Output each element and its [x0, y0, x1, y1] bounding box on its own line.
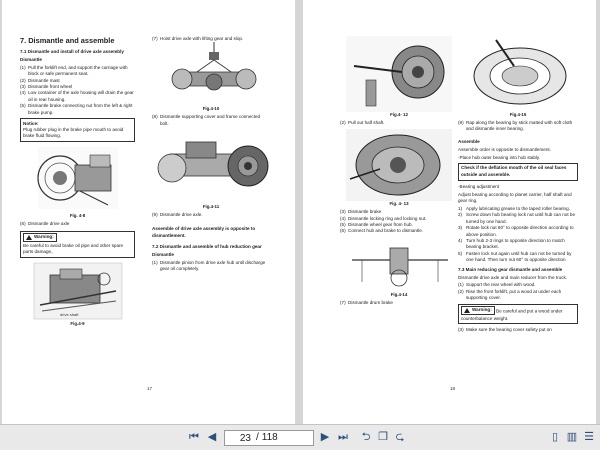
step-8: (8) Rap along the bearing by stick matted with soft cloth and dismantle inner bearing. [458, 119, 573, 132]
adjust-text: Adjust bearing according to planet carrier, half shaft and gear ring. [458, 191, 572, 204]
page-number: 17 [147, 386, 153, 391]
figure-4-15 [458, 36, 578, 112]
reducer-steps [458, 282, 578, 301]
section-heading: 7. Dismantle and assemble [20, 36, 115, 45]
adjustment-step: 5) Fasten lock nut again until hub can not be turned by one hand. Then turn nut 60° to opposite direction [458, 250, 572, 263]
bearing-adjustment-label: ·Bearing adjustment [458, 183, 500, 189]
dismantle-label: Dismantle [20, 56, 42, 62]
dismantle-step: (2) Dismantle mast [20, 77, 60, 83]
left-page-column-2 [152, 36, 270, 273]
sub-heading: 7.1 Dismantle and install of drive axle assembly [20, 49, 124, 54]
notice-title: Notice: [23, 120, 39, 126]
figure-caption: Fig. 4-8 [69, 213, 86, 219]
figure-4-11 [152, 130, 270, 204]
assemble-label: Assemble [458, 138, 480, 144]
dismantle-step: (1) Pull the forklift end, and support the carriage with block or safe permanent seat. [20, 64, 128, 77]
notice-box [20, 118, 135, 142]
reducer-step: (1) Support the rear wheel with wood. [458, 282, 536, 288]
figure-caption: Fig.4-10 [202, 106, 220, 112]
total-pages: 118 [261, 432, 278, 443]
dismantle-label: Dismantle [152, 252, 174, 258]
scroll-icon[interactable]: ☰ [584, 431, 594, 443]
viewer-toolbar [0, 424, 600, 450]
page-17 [2, 0, 295, 424]
figure-4-8 [20, 145, 135, 213]
sub-heading: 7.3 Main reducing gear dismantle and assemble [458, 266, 563, 272]
figure-4-14 [340, 238, 458, 292]
dismantle-step: (6) Connect hub and brake to dismantle. [340, 228, 424, 234]
warning-text: Be careful and put a wood under counterbalance weight. [461, 308, 563, 321]
single-page-icon[interactable]: ▯ [551, 431, 559, 443]
assemble-text: Assemble order is opposite to dismantlement. [458, 146, 551, 152]
reducer-step: (2) Rise the front forklift, put a wood at under each supporting cover. [458, 288, 562, 301]
page-number-input[interactable] [225, 433, 253, 444]
step-2: (2) Pull out half shaft. [340, 119, 385, 125]
figure-caption: Fig.4-11 [202, 204, 220, 210]
two-page-icon[interactable]: ▥ [566, 431, 578, 443]
assembly-note: Assemble of drive axle assembly is opposite to dismantlement. [152, 226, 256, 238]
warning-icon [26, 235, 32, 240]
figure-caption: Fig.4-15 [509, 112, 527, 117]
figure-caption: Fig.4-14 [390, 291, 408, 297]
warning-box [458, 304, 578, 325]
step-3: (3) Make sure the bearing cover safety put on [458, 327, 552, 333]
step-8: (8) Dismantle supporting cover and frame connected bolt. [152, 114, 261, 126]
dismantle-steps [20, 65, 135, 116]
warning-badge: Warning: [23, 233, 57, 241]
check-box: Check if the deflation mouth of the oil seal faces outside and assemble. [458, 163, 578, 181]
right-page-column-2 [458, 36, 578, 334]
copy-icon[interactable]: ❐ [378, 431, 388, 443]
dismantle-step: (4) Dismantle locking ring and locking nut. [340, 215, 427, 221]
figure-4-12 [340, 36, 458, 112]
figure-4-10 [152, 42, 270, 106]
dismantle-step: (5) Dismantle brake connecting nut from the left & right brake pump. [20, 103, 133, 115]
adjustment-step: 3) Rotate lock nut 60° to opposite direction according to above position. [458, 225, 574, 237]
right-page-column-1 [340, 36, 458, 306]
first-page-icon[interactable]: ⏮ [189, 431, 199, 443]
sub-heading: 7.2 Dismantle and assemble of hub reduction gear [152, 244, 262, 250]
page-separator: / [256, 432, 259, 443]
page-18 [303, 0, 596, 424]
dismantle-text: Dismantle drive axle and main reducer from the truck. [458, 274, 568, 280]
adjustment-steps [458, 206, 578, 264]
figure-caption: Fig.4-9 [70, 320, 85, 326]
step-9: (9) Dismantle drive axle. [152, 212, 203, 218]
dismantle-steps [340, 209, 458, 235]
figure-4-9 [20, 261, 135, 321]
assemble-text: ·Place hub outer bearing into hub stably. [458, 154, 541, 160]
figure-label: drive shaft [60, 311, 79, 317]
figure-caption: Fig. 4- 13 [389, 201, 409, 207]
go-back-icon[interactable]: ⮌ [361, 431, 371, 443]
dismantle-step: (3) Dismantle front wheel [20, 84, 73, 90]
left-page-column-1 [20, 36, 135, 329]
step-7: (7) Hoist drive axle with lifting gear and slop. [152, 36, 244, 41]
page-indicator [224, 430, 314, 446]
adjustment-step: 2) Screw down hub bearing lock nut until hub can not be turned by one hand. [458, 212, 576, 224]
step-6: (6) Dismantle drive axle [20, 221, 70, 227]
next-page-icon[interactable]: ▶ [320, 431, 330, 443]
adjustment-step: 4) Turn hub 2-3 rings to opposite direction to match bearing bracket. [458, 238, 565, 250]
dismantle-step: (4) Low container of the axle housing will drain the gear oil in rear housing. [20, 90, 134, 102]
warning-box [20, 231, 135, 258]
last-page-icon[interactable]: ⏭ [338, 431, 348, 443]
step-1: (1) Dismantle pinion from drive axle hub until discharge gear oil completely. [152, 260, 266, 272]
figure-caption: Fig.4- 12 [390, 112, 408, 117]
warning-text: Be careful to avoid brake oil pipe and other spare parts damage。 [23, 242, 124, 254]
step-7: (7) Dismantle drum brake [340, 299, 393, 305]
dismantle-step: (3) Dismantle brake [340, 209, 382, 215]
previous-page-icon[interactable]: ◀ [207, 431, 217, 443]
notice-text: Plug rubber plug in the brake pipe mouth to avoid brake fluid flowing. [23, 126, 124, 139]
warning-icon [464, 308, 470, 313]
page-number: 18 [450, 386, 456, 391]
go-forward-icon[interactable]: ⮎ [395, 431, 405, 443]
dismantle-step: (5) Dismantle wheel gear from hub. [340, 222, 413, 228]
figure-4-13 [340, 129, 458, 201]
adjustment-step: 1) Apply lubricating grease to the taped roller bearing. [458, 205, 570, 211]
warning-badge: Warning: [461, 306, 495, 314]
